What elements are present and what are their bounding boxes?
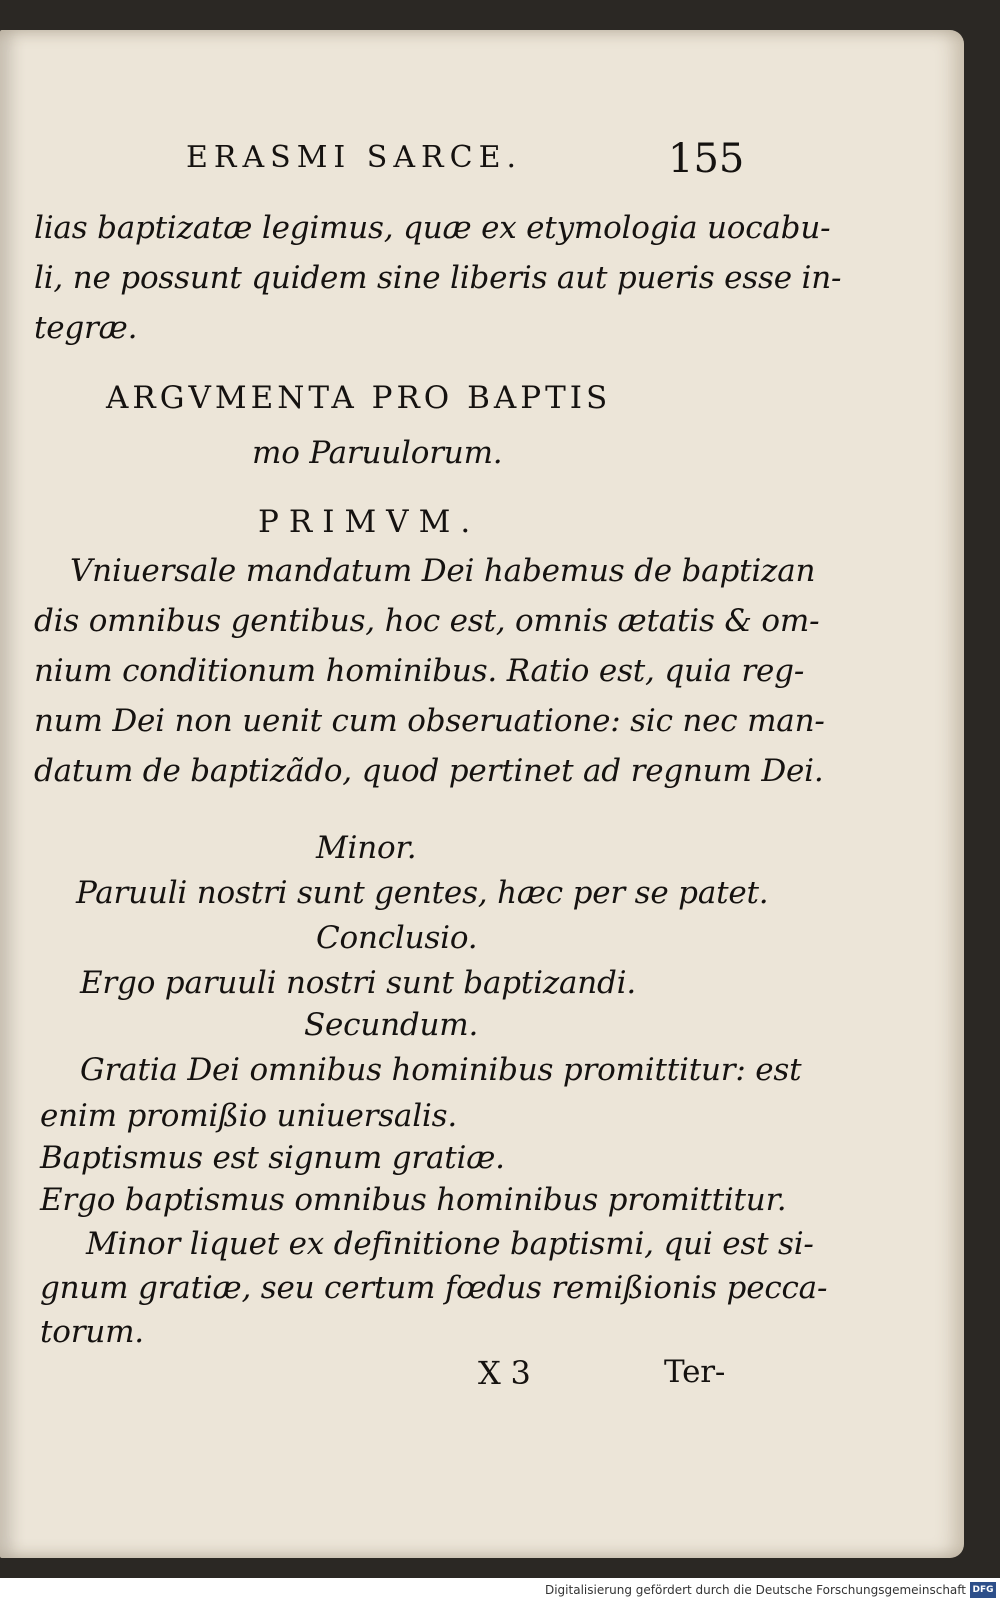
secundum-label: Secundum. — [304, 1007, 479, 1043]
text-line: num Dei non uenit cum obseruatione: sic nec man- — [34, 703, 825, 739]
text-line: gnum gratiæ, seu certum fœdus remißionis pecca- — [40, 1270, 828, 1306]
minor-label: Minor. — [316, 830, 417, 866]
text-line: lias baptizatæ legimus, quæ ex etymologia uocabu- — [34, 210, 831, 246]
text-line: datum de baptizãdo, quod pertinet ad regnum Dei. — [34, 753, 824, 789]
primum-heading: PRIMVM. — [258, 504, 481, 540]
text-line: li, ne possunt quidem sine liberis aut pueris esse in- — [34, 260, 842, 296]
text-line: Ergo baptismus omnibus hominibus promittitur. — [40, 1182, 787, 1218]
text-line: dis omnibus gentibus, hoc est, omnis ætatis & om- — [34, 603, 820, 639]
footer-credit: Digitalisierung gefördert durch die Deutsche Forschungsgemeinschaft — [544, 1583, 966, 1597]
minor-text: Paruuli nostri sunt gentes, hæc per se patet. — [76, 875, 769, 911]
text-line: torum. — [40, 1314, 144, 1350]
signature-mark: X 3 — [478, 1354, 531, 1392]
text-line: nium conditionum hominibus. Ratio est, quia reg- — [34, 653, 805, 689]
running-header: ERASMI SARCE. — [186, 140, 523, 175]
text-line: Gratia Dei omnibus hominibus promittitur: est — [80, 1052, 802, 1088]
text-line: Baptismus est signum gratiæ. — [40, 1140, 505, 1176]
catchword: Ter- — [664, 1354, 726, 1390]
book-page — [0, 30, 964, 1558]
dfg-logo-icon: DFG — [970, 1582, 996, 1598]
conclusio-text: Ergo paruuli nostri sunt baptizandi. — [80, 965, 637, 1001]
footer-bar — [0, 1578, 1000, 1604]
section-heading-continued: mo Paruulorum. — [252, 435, 503, 471]
section-heading: ARGVMENTA PRO BAPTIS — [106, 380, 612, 416]
text-line: enim promißio uniuersalis. — [40, 1098, 458, 1134]
text-line: tegræ. — [34, 310, 138, 346]
conclusio-label: Conclusio. — [316, 920, 478, 956]
text-line: Vniuersale mandatum Dei habemus de baptizan — [70, 553, 816, 589]
text-line: Minor liquet ex definitione baptismi, qui est si- — [86, 1226, 814, 1262]
page-number: 155 — [668, 136, 745, 182]
